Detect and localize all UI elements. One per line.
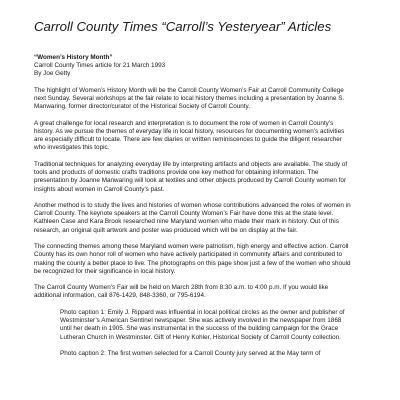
photo-caption: Photo caption 1: Emily J. Rippard was influential in local political circles as the owner and publisher of Westminster’s American Sentinel newspaper. She was actively involved in the newspaper from 1868 until her death in 1905. She was instrumental in the success of the building campaign for the Grace Lutheran Church in Westminster. Gift of Henry Kohler, Historical Society of Carroll County collection. xyxy=(60,308,345,341)
article-paragraph: Traditional techniques for analyzing everyday life by interpreting artifacts and objects are available. The study of tools and products of domestic crafts traditions provide one key method for obtaining information. The presentation by Joanne Manwaring will look at textiles and other objects produced by Carroll County women for insights about women in Carroll County’s past. xyxy=(34,160,348,193)
article-paragraph: A great challenge for local research and interpretation is to document the role of women in Carroll County’s history. As we pursue the themes of everyday life in local history, resources for documenting women’s activities are especially difficult to locate. There are few diaries or written reminiscences to guide the diligent researcher who investigates this topic. xyxy=(34,119,345,152)
photo-captions xyxy=(34,309,354,358)
article-byline: By Joe Getty xyxy=(34,70,71,78)
article-dateline: Carroll County Times article for 21 March 1993 xyxy=(34,62,166,70)
article-paragraph: Another method is to study the lives and histories of women whose contributions advanced the roles of women in Carroll County. The keynote speakers at the Carroll County Women’s Fair have done this at the state level. Kathleen Case and Kara Brook researched nine Maryland women who made their mark in history. Out of this research, an original quilt artwork and poster was produced which will be on display at the fair. xyxy=(34,202,351,234)
photo-caption: Photo caption 2: The first women selected for a Carroll County jury served at the May term of xyxy=(60,350,321,358)
article-paragraph: The connecting themes among these Maryland women were patriotism, high energy and effective action. Carroll County has its own honor roll of women who have actively participated in community affairs and contributed to making the county a better place to live. The photographs on this page show just a few of the women who should be recognized for their significance in local history. xyxy=(34,243,351,275)
article-header xyxy=(34,54,354,79)
document-title: Carroll County Times “Carroll’s Yesteryear” Articles xyxy=(34,19,332,34)
article-headline: “Women’s History Month” xyxy=(34,54,113,61)
article-paragraph: The highlight of Women’s History Month will be the Carroll County Women’s Fair at Carroll Community College next Sunday. Several workshops at the fair relate to local history themes including a presentation by Joanne S. Manwaring, former director/curator of the Historical Society of Carroll County. xyxy=(34,86,345,111)
article-paragraph: The Carroll County Women’s Fair will be held on March 28th from 8:30 a.m. to 4:00 p.m. If you would like additional information, call 876-1429, 848-3360, or 795-6194. xyxy=(34,284,329,300)
article-body xyxy=(34,54,354,367)
